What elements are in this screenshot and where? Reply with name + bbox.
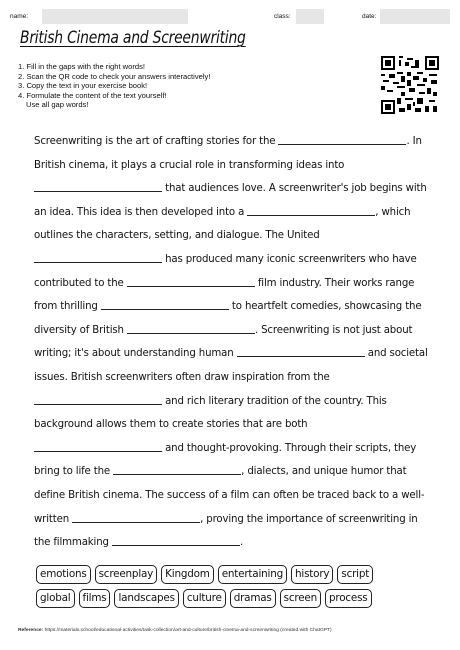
word-chip[interactable]: history [291, 565, 333, 584]
answer-gap[interactable] [127, 323, 255, 334]
answer-gap[interactable] [101, 299, 229, 310]
text-segment: . Screenwriting is not just about writing; it's about understanding human [34, 324, 413, 360]
worksheet-title: British Cinema and Screenwriting [20, 28, 246, 48]
text-segment: and societal issues. British screenwriters often draw inspiration from the [34, 348, 428, 383]
instruction-item: 3. Copy the text in your exercise book! [18, 81, 148, 91]
answer-gap[interactable] [34, 394, 162, 405]
word-chip[interactable]: dramas [230, 589, 276, 608]
answer-gap[interactable] [72, 512, 200, 523]
date-field[interactable] [380, 9, 450, 24]
word-chip[interactable]: script [337, 565, 373, 584]
word-chip[interactable]: films [79, 589, 111, 608]
text-segment: film industry. Their works range from thrilling [34, 277, 415, 313]
answer-gap[interactable] [34, 441, 162, 452]
answer-gap[interactable] [127, 276, 255, 287]
text-segment: and rich literary tradition of the country. This background allows them to create stories that are both [34, 395, 387, 431]
text-segment: has produced many iconic screenwriters who have contributed to the [34, 253, 417, 289]
name-field[interactable] [42, 9, 188, 24]
answer-gap[interactable] [34, 181, 162, 192]
word-chip[interactable]: process [325, 589, 372, 608]
word-bank-row [36, 589, 436, 608]
text-segment: , proving the importance of screenwriting in the filmmaking [34, 513, 418, 549]
class-label: class: [274, 13, 291, 20]
word-chip[interactable]: emotions [36, 565, 91, 584]
instruction-item: Use all gap words! [26, 100, 89, 110]
reference-label: Reference: [18, 628, 44, 633]
instruction-item: 4. Formulate the content of the text yourself! [18, 90, 167, 100]
instructions-list [18, 62, 210, 110]
word-chip[interactable]: entertaining [218, 565, 287, 584]
word-chip[interactable]: culture [183, 589, 226, 608]
word-bank-row [36, 565, 436, 584]
word-chip[interactable]: Kingdom [161, 565, 214, 584]
instruction-item: 1. Fill in the gaps with the right words! [18, 62, 146, 71]
worksheet-header [10, 9, 450, 25]
answer-gap[interactable] [34, 252, 162, 263]
word-bank [36, 565, 436, 613]
answer-gap[interactable] [247, 205, 375, 216]
text-segment: Screenwriting is the art of crafting stories for the [34, 136, 276, 147]
text-segment: . In British cinema, it plays a crucial role in transforming ideas into [34, 136, 422, 171]
word-chip[interactable]: global [36, 589, 75, 608]
word-chip[interactable]: screenplay [95, 565, 158, 584]
text-segment: , which outlines the characters, setting, and dialogue. The United [34, 206, 411, 242]
answer-gap[interactable] [237, 346, 365, 357]
answer-gap[interactable] [278, 134, 406, 145]
word-chip[interactable]: landscapes [114, 589, 178, 608]
answer-gap[interactable] [112, 535, 240, 546]
class-field[interactable] [296, 9, 324, 24]
reference-line [18, 628, 332, 633]
qr-code-icon[interactable] [381, 56, 439, 114]
text-segment: to heartfelt comedies, showcasing the diversity of British [34, 301, 422, 336]
instruction-item: 2. Scan the QR code to check your answers interactively! [18, 71, 211, 81]
text-segment: and thought-provoking. Through their scripts, they bring to life the [34, 442, 417, 478]
text-segment: , dialects, and unique humor that define British cinema. The success of a film can often be traced back to a well-written [34, 466, 425, 525]
word-chip[interactable]: screen [280, 589, 321, 608]
reference-link[interactable]: https://materials.school/educational-activities/task-collection/art-and-culture/british-cinema-and-screenwriting (created with ChatGPT) [44, 628, 332, 633]
answer-gap[interactable] [113, 464, 241, 475]
text-segment: . [239, 537, 244, 549]
date-label: date: [362, 13, 377, 20]
name-label: name: [10, 13, 29, 20]
gap-text-paragraph [34, 130, 429, 555]
text-segment: that audiences love. A screenwriter's job begins with an idea. This idea is then developed into a [34, 183, 427, 218]
